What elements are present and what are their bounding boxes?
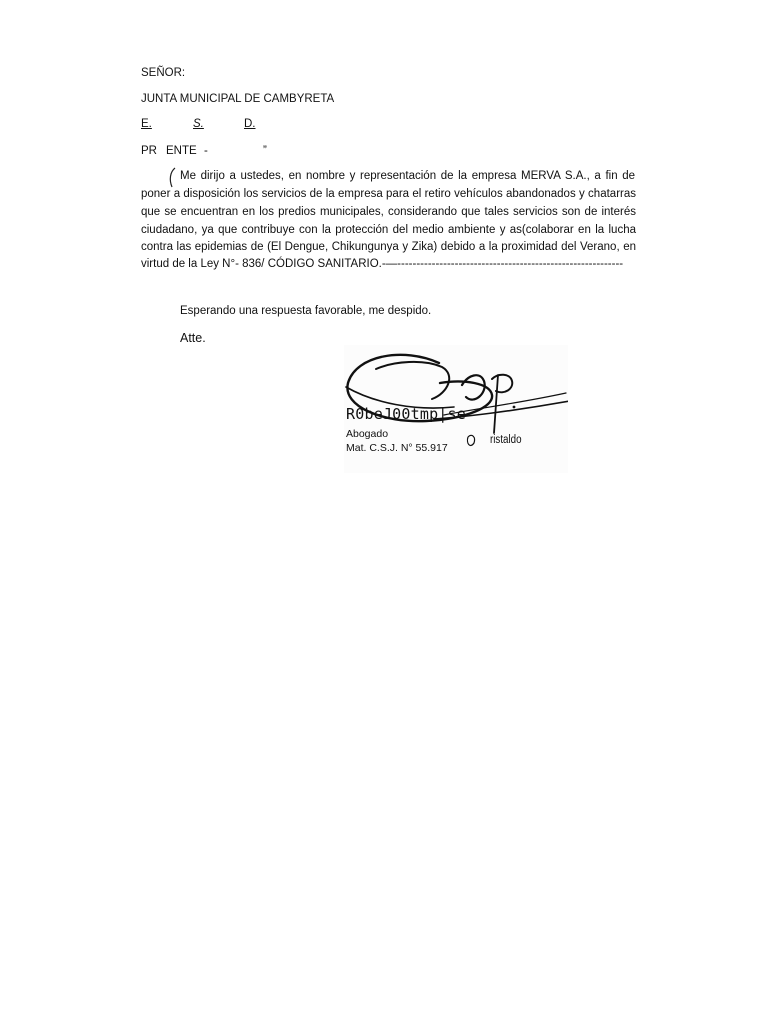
salutation: SEÑOR: <box>141 67 186 79</box>
body-line-3: que se encuentran en los predios municipales, considerando que tales servicios son de interés <box>141 206 636 218</box>
presente-part-3: - <box>204 145 208 157</box>
presente-part-2: ENTE <box>166 145 197 157</box>
signatory-registration: Mat. C.S.J. N° 55.917 <box>346 442 448 454</box>
body-line-6: virtud de la Ley N°- 836/ CÓDIGO SANITARIO.-—----------------------------------------------------------- <box>141 258 624 270</box>
closing-line: Esperando una respuesta favorable, me despido. <box>180 305 432 317</box>
signatory-title: Abogado <box>346 428 389 440</box>
presente-part-4: ” <box>263 145 267 157</box>
signatory-surname-fragment: ristaldo <box>490 434 522 446</box>
esd-e: E. <box>141 118 152 130</box>
esd-s: S. <box>193 118 204 130</box>
esd-d: D. <box>244 118 256 130</box>
atte: Atte. <box>180 331 206 345</box>
signatory-name: R0beJ00tmp|se <box>346 405 466 423</box>
body-line-2: poner a disposición los servicios de la empresa para el retiro vehículos abandonados y chatarras <box>141 188 636 200</box>
body-line-1: Me dirijo a ustedes, en nombre y representación de la empresa MERVA S.A., a fin de <box>180 170 635 182</box>
body-line-5: contra las epidemias de (El Dengue, Chikungunya y Zika) debido a la proximidad del Verano, en <box>141 241 636 253</box>
recipient: JUNTA MUNICIPAL DE CAMBYRETA <box>141 93 335 105</box>
body-line-4: ciudadano, ya que contribuye con la protección del medio ambiente y as(colaborar en la lucha <box>141 224 636 236</box>
presente-part-1: PR <box>141 145 157 157</box>
